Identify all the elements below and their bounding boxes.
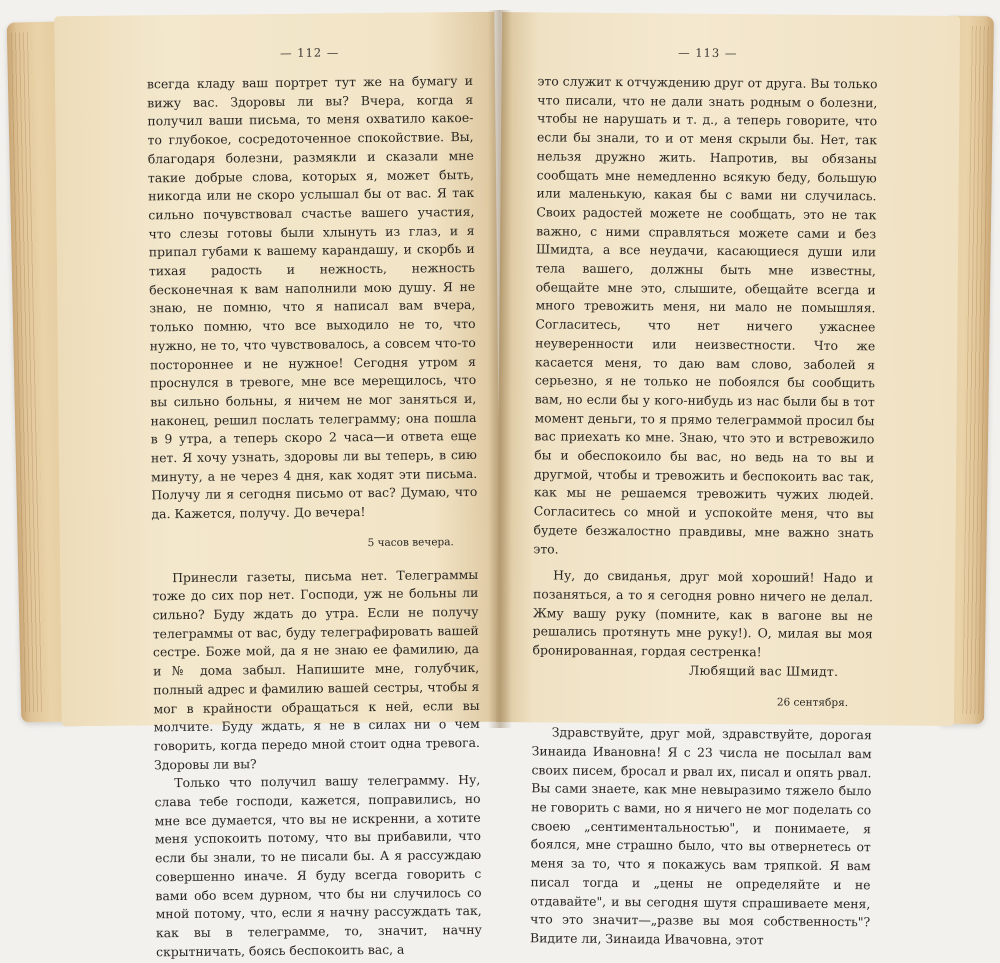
paragraph: Принесли газеты, письма нет. Телеграммы тоже до сих пор нет. Господи, уж не больны ли сильно? Буду ждать до утра. Если не получу телеграммы от вас, буду телеграфировать вашей сестре. Боже мой, да я не знаю ее фамилию, да и № дома забыл. Напишите мне, голубчик, полный адрес и фамилию вашей сестры, чтобы я мог в крайности обращаться к ней, если вы молчите. Буду ждать, я не в силах ни о чем говорить, когда передо мной стоит одна тревога. Здоровы ли вы? [152,566,480,772]
paragraph: Здравствуйте, друг мой, здравствуйте, дорогая Зинаида Ивановна! Я с 23 числа не посылал вам своих писем, бросал и рвал их, писал и опять рвал. Вы сами знаете, как мне невыразимо тяжело было не говорить с вами, но я ничего не мог поделать со своею „сентиментальностью", и понимаете, я боялся, мне страшно было, что вы отвернетесь от меня за то, что я покажусь вам тряпкой. Я вам писал тогда и „цены не определяйте и не отдавайте", и вы сегодня шутя спрашиваете меня, что это значит—„разве вы моя собственность"? Видите ли, Зинаида Ивачовна, этот [529,724,872,948]
dateline: 26 сентября. [776,695,849,709]
paragraph: Ну, до свиданья, друг мой хороший! Надо и позаняться, а то я сегодня ровно ничего не делал. Жму вашу руку (помните, как в вагоне вы не решались протянуть мне руку!). О, милая вы моя бронированная, гордая сестренка! [532,567,874,660]
paragraph: это служит к отчуждению друг от друга. Вы только что писали, что не дали знать родным о болезни, чтобы не нарушать и т. д., а теперь говорите, что если бы знали, то и от меня скрыли бы. Нет, так нельзя дружно жить. Напротив, вы обязаны сообщать мне немедленно всякую беду, большую или маленькую, какая бы с вами ни случилась. Своих радостей можете не сообщать, это не так важно, с ними справляться можете сами и без Шмидта, а все неудачи, касающиеся души или тела вашего, должны быть мне известны, обещайте мне это, слышите, обещайте всегда и много тревожить меня, ни мало не помышляя. Согласитесь, что нет ничего ужаснее неуверенности или неизвестности. Что же касается меня, то даю вам слово, заболей я серьезно, я не только не побоялся бы сообщить вам, но если бы у кого-нибудь из нас были бы в тот момент деньги, то я прямо телеграммой просил бы вас приехать ко мне. Знаю, что это и встревожило бы и обеспокоило бы вас, но ведь на то вы и другмой, чтобы и тревожить и беспокоить вас так, как мы не решаемся тревожить чужих людей. Согласитесь со мной и успокойте меня, что вы будете безжалостно правдивы, мне важно знать это. [533,73,878,557]
signature: Любящий вас Шмидт. [688,662,839,679]
left-page [54,12,501,959]
paragraph: Только что получил вашу телеграмму. Ну, слава тебе господи, кажется, поправились, но мне все думается, что вы не искренни, а хотите меня успокоить потому, что вы прибавили, что если бы знали, то не писали бы. А я рассуждаю совершенно иначе. Я буду всегда говорить с вами обо всем дурном, что бы ни случилось со мной потому, что, если я начну рассуждать так, как вы в телеграмме, то, значит, начну скрытничать, боясь беспокоить вас, а [154,772,482,959]
right-page-text [530,72,878,951]
page-number: — 113 — [678,45,738,61]
paragraph: всегда кладу ваш портрет тут же на бумагу и вижу вас. Здоровы ли вы? Вчера, когда я получил ваши письма, то меня охватило какое-то глубокое, сосредоточенное спокойствие. Вы, благодаря болезни, размякли и сказали мне такие добрые слова, которых я, может быть, никогда или не скоро услышал бы от вас. Я так сильно почувствовал счастье вашего участия, что слезы готовы были хлынуть из глаз, и я припал губами к вашему карандашу, и скорбь и тихая радость и нежность, нежность бесконечная к вам наполнили мою душу. Я не знаю, не помню, что я написал вам вчера, только помню, что все выходило не то, что нужно, не то, что чувствовалось, а совсем что-то постороннее и не нужное! Сегодня утром я проснулся в тревоге, мне все мерещилось, что вы сильно больны, я ничем не мог заняться и, наконец, решил послать телеграмму; она пошла в 9 утра, а теперь скоро 2 часа—и ответа еще нет. Я хочу узнать, здоровы ли вы теперь, в сию минуту, а не через 4 дня, как ходят эти письма. Получу ли я сегодня письмо от вас? Думаю, что да. Кажется, получу. До вечера! [146,72,478,522]
right-page [496,12,960,948]
dateline: 5 часов вечера. [367,536,454,549]
page-number: — 112 — [279,45,340,60]
left-page-text [147,72,482,962]
